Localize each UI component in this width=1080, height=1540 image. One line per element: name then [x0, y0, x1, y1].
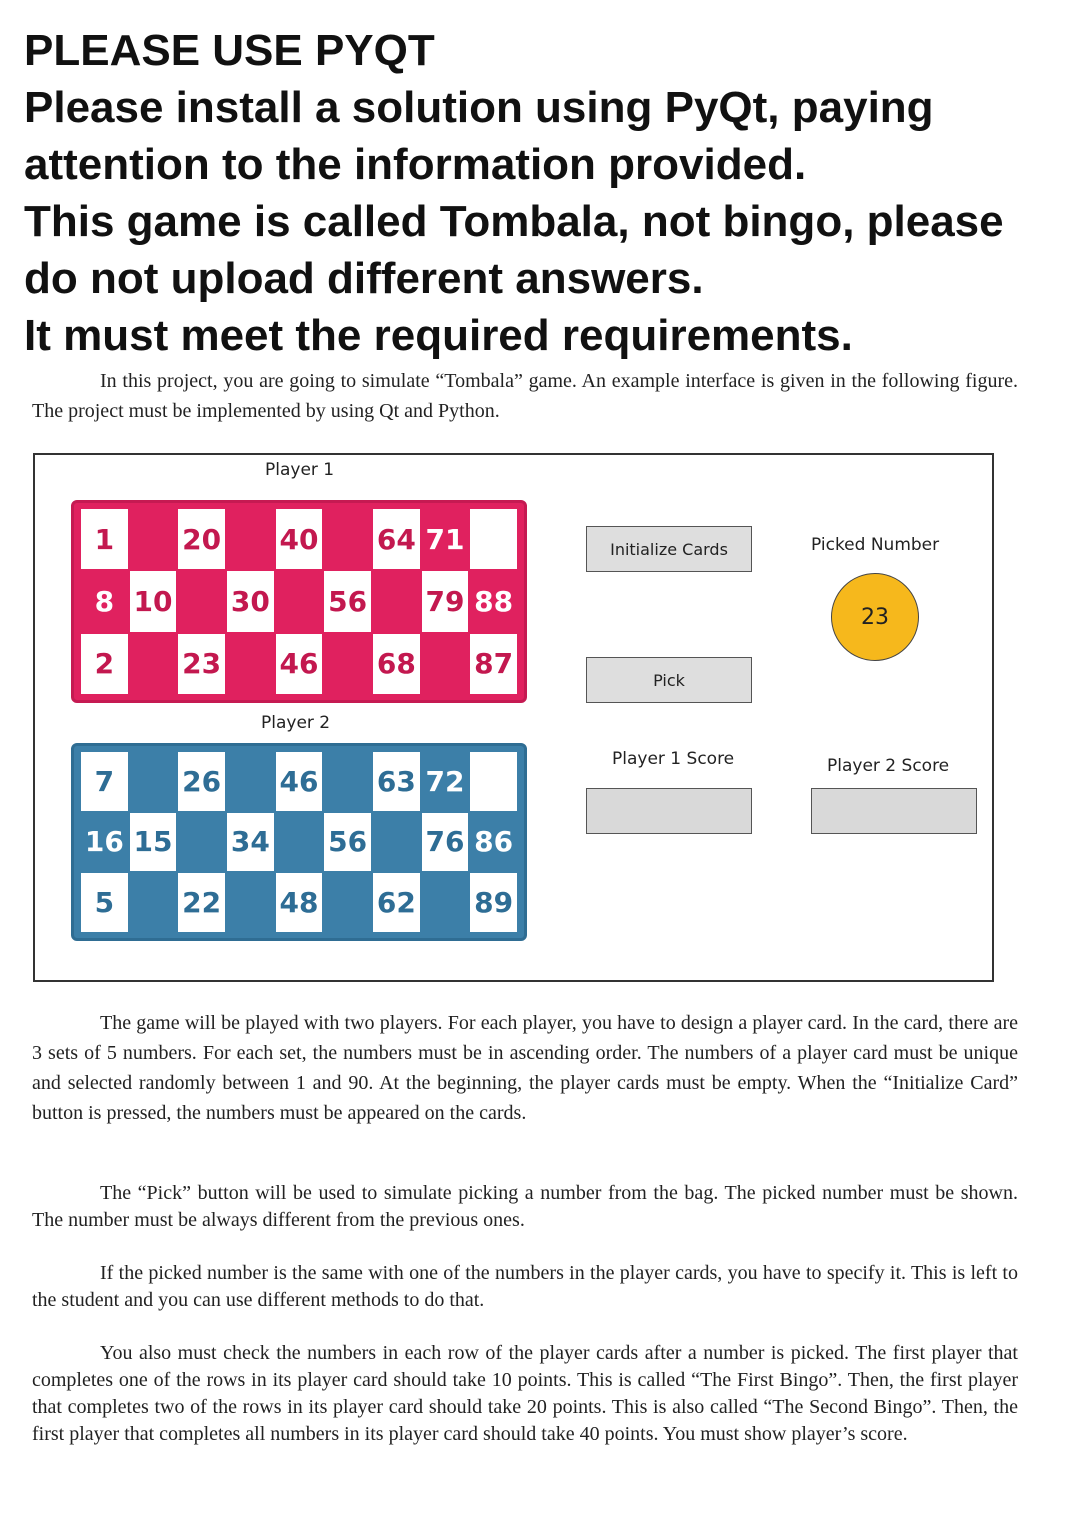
- card-cell: 16: [81, 813, 128, 872]
- player2-score-label: Player 2 Score: [827, 756, 950, 776]
- card-cell: [130, 634, 177, 694]
- card-cell: [422, 634, 469, 694]
- card-cell: [227, 873, 274, 932]
- paragraph-cards: [32, 1008, 1018, 1128]
- card-cell: [276, 571, 323, 631]
- pick-button[interactable]: Pick: [586, 657, 752, 703]
- player1-score-label: Player 1 Score: [612, 749, 735, 769]
- card-cell: [227, 634, 274, 694]
- card-cell: 56: [324, 571, 371, 631]
- initialize-cards-button[interactable]: Initialize Cards: [586, 526, 752, 572]
- card-cell: 26: [178, 752, 225, 811]
- card-cell: [324, 634, 371, 694]
- paragraph-text: The “Pick” button will be used to simulate picking a number from the bag. The picked number must be shown. The number must be always different from the previous ones.: [32, 1182, 1018, 1231]
- paragraph-pick: [32, 1180, 1018, 1234]
- player2-score-box: [811, 788, 977, 834]
- header-line: PLEASE USE PYQT: [24, 26, 435, 75]
- header-line: do not upload different answers.: [24, 254, 704, 303]
- paragraph-text: The game will be played with two players. For each player, you have to design a player card. In the card, there are 3 sets of 5 numbers. For each set, the numbers must be in ascending order. The numbers of a player card must be unique and selected randomly between 1 and 90. At the beginning, the player cards must be empty. When the “Initialize Card” button is pressed, the numbers must be appeared on the cards.: [32, 1012, 1018, 1124]
- card-cell: [130, 873, 177, 932]
- card-cell: 34: [227, 813, 274, 872]
- paragraph-text: You also must check the numbers in each row of the player cards after a number is picked. The first player that completes one of the rows in its player card should take 10 points. This is called “The First Bingo”. Then, the first player that completes two of the rows in its player card should take 20 points. This is also called “The Second Bingo”. Then, the first player that completes all numbers in its player card should take 40 points. You must show player’s score.: [32, 1342, 1018, 1445]
- card-cell: 68: [373, 634, 420, 694]
- card-cell: [324, 873, 371, 932]
- card-cell: [227, 509, 274, 569]
- card-cell: 62: [373, 873, 420, 932]
- card-cell: 10: [130, 571, 177, 631]
- card-cell: [373, 571, 420, 631]
- card-cell: 23: [178, 634, 225, 694]
- picked-number-ball: 23: [831, 573, 919, 661]
- card-cell: 87: [470, 634, 517, 694]
- card-cell: 88: [470, 571, 517, 631]
- card-cell: [324, 752, 371, 811]
- card-cell: 72: [422, 752, 469, 811]
- card-cell: [227, 752, 274, 811]
- card-cell: 2: [81, 634, 128, 694]
- example-interface-figure: [33, 453, 994, 982]
- card-cell: 30: [227, 571, 274, 631]
- card-cell: 48: [276, 873, 323, 932]
- header-text: [24, 22, 1064, 364]
- player1-card: [71, 500, 527, 703]
- card-cell: [324, 509, 371, 569]
- card-cell: 20: [178, 509, 225, 569]
- player1-label: Player 1: [265, 460, 335, 480]
- card-cell: [422, 873, 469, 932]
- card-cell: 46: [276, 634, 323, 694]
- card-cell: 8: [81, 571, 128, 631]
- card-cell: 76: [422, 813, 469, 872]
- player2-card: [71, 743, 527, 941]
- card-cell: 56: [324, 813, 371, 872]
- paragraph-text: If the picked number is the same with one of the numbers in the player cards, you have to specify it. This is left to the student and you can use different methods to do that.: [32, 1262, 1018, 1311]
- card-cell: 71: [422, 509, 469, 569]
- intro-text: In this project, you are going to simulate “Tombala” game. An example interface is given in the following figure. The project must be implemented by using Qt and Python.: [32, 370, 1018, 422]
- card-cell: [276, 813, 323, 872]
- picked-number-label: Picked Number: [811, 535, 940, 555]
- card-cell: [178, 813, 225, 872]
- card-cell: 5: [81, 873, 128, 932]
- card-cell: [130, 752, 177, 811]
- card-cell: [130, 509, 177, 569]
- header-line: Please install a solution using PyQt, paying: [24, 83, 934, 132]
- paragraph-scoring: [32, 1340, 1018, 1448]
- card-cell: [373, 813, 420, 872]
- card-cell: 15: [130, 813, 177, 872]
- card-cell: 89: [470, 873, 517, 932]
- card-cell: 1: [81, 509, 128, 569]
- card-cell: 22: [178, 873, 225, 932]
- card-cell: 64: [373, 509, 420, 569]
- card-cell: [178, 571, 225, 631]
- header-line: It must meet the required requirements.: [24, 311, 853, 360]
- player1-score-box: [586, 788, 752, 834]
- card-cell: 63: [373, 752, 420, 811]
- card-cell: 79: [422, 571, 469, 631]
- card-cell: 40: [276, 509, 323, 569]
- intro-paragraph: [32, 366, 1018, 426]
- card-cell: [470, 509, 517, 569]
- player1-card-grid: [81, 509, 517, 694]
- card-cell: [470, 752, 517, 811]
- card-cell: 7: [81, 752, 128, 811]
- card-cell: 86: [470, 813, 517, 872]
- player2-label: Player 2: [261, 713, 331, 733]
- card-cell: 46: [276, 752, 323, 811]
- header-line: attention to the information provided.: [24, 140, 807, 189]
- player2-card-grid: [81, 752, 517, 932]
- header-line: This game is called Tombala, not bingo, please: [24, 197, 1004, 246]
- paragraph-specify: [32, 1260, 1018, 1314]
